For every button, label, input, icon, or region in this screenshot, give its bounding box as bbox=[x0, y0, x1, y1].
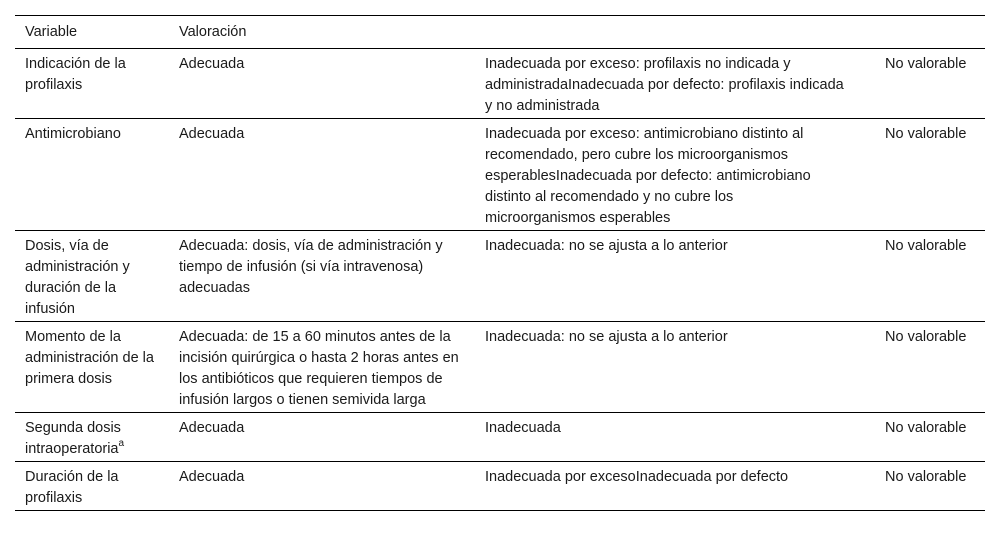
header-valoracion: Valoración bbox=[179, 24, 247, 40]
table-header-row bbox=[15, 16, 985, 49]
cell-inadecuada: Inadecuada por exceso: profilaxis no indicada y administradaInadecuada por defecto: profilaxis indicada y no administrada bbox=[485, 56, 844, 114]
table-row bbox=[15, 231, 985, 322]
table-row bbox=[15, 462, 985, 511]
cell-variable: Antimicrobiano bbox=[25, 126, 121, 142]
cell-adecuada: Adecuada bbox=[179, 469, 245, 485]
cell-variable: Dosis, vía de administración y duración de la infusión bbox=[25, 238, 130, 317]
cell-inadecuada: Inadecuada por exceso: antimicrobiano distinto al recomendado, pero cubre los microorganismos esperablesInadecuada por defecto: antimicrobiano distinto al recomendado y no cubre los microorganismos esperables bbox=[485, 126, 811, 226]
cell-variable bbox=[15, 413, 169, 462]
table-row bbox=[15, 49, 985, 119]
table-row bbox=[15, 119, 985, 231]
cell-inadecuada: Inadecuada: no se ajusta a lo anterior bbox=[485, 329, 728, 345]
cell-no-valorable: No valorable bbox=[885, 126, 967, 142]
cell-adecuada: Adecuada bbox=[179, 126, 245, 142]
cell-no-valorable: No valorable bbox=[885, 420, 967, 436]
cell-adecuada: Adecuada: de 15 a 60 minutos antes de la incisión quirúrgica o hasta 2 horas antes en los antibióticos que requieren tiempos de infusión largos o tienen semivida larga bbox=[179, 329, 459, 408]
cell-inadecuada: Inadecuada: no se ajusta a lo anterior bbox=[485, 238, 728, 254]
header-empty-4 bbox=[875, 16, 985, 49]
cell-variable-text: Segunda dosis intraoperatoria bbox=[25, 420, 121, 457]
cell-variable: Duración de la profilaxis bbox=[25, 469, 119, 506]
cell-no-valorable: No valorable bbox=[885, 56, 967, 72]
valoracion-table bbox=[15, 15, 985, 511]
cell-inadecuada: Inadecuada por excesoInadecuada por defecto bbox=[485, 469, 789, 485]
cell-adecuada: Adecuada: dosis, vía de administración y tiempo de infusión (si vía intravenosa) adecuadas bbox=[179, 238, 443, 296]
header-variable: Variable bbox=[25, 24, 78, 40]
cell-no-valorable: No valorable bbox=[885, 469, 967, 485]
cell-variable: Indicación de la profilaxis bbox=[25, 56, 126, 93]
cell-no-valorable: No valorable bbox=[885, 238, 967, 254]
table-row bbox=[15, 413, 985, 462]
valoracion-table-container bbox=[15, 15, 985, 511]
cell-adecuada: Adecuada bbox=[179, 56, 245, 72]
footnote-marker: a bbox=[118, 438, 125, 450]
cell-variable: Momento de la administración de la primera dosis bbox=[25, 329, 154, 387]
cell-no-valorable: No valorable bbox=[885, 329, 967, 345]
header-empty-3 bbox=[475, 16, 875, 49]
table-row bbox=[15, 322, 985, 413]
cell-adecuada: Adecuada bbox=[179, 420, 245, 436]
cell-inadecuada: Inadecuada bbox=[485, 420, 561, 436]
